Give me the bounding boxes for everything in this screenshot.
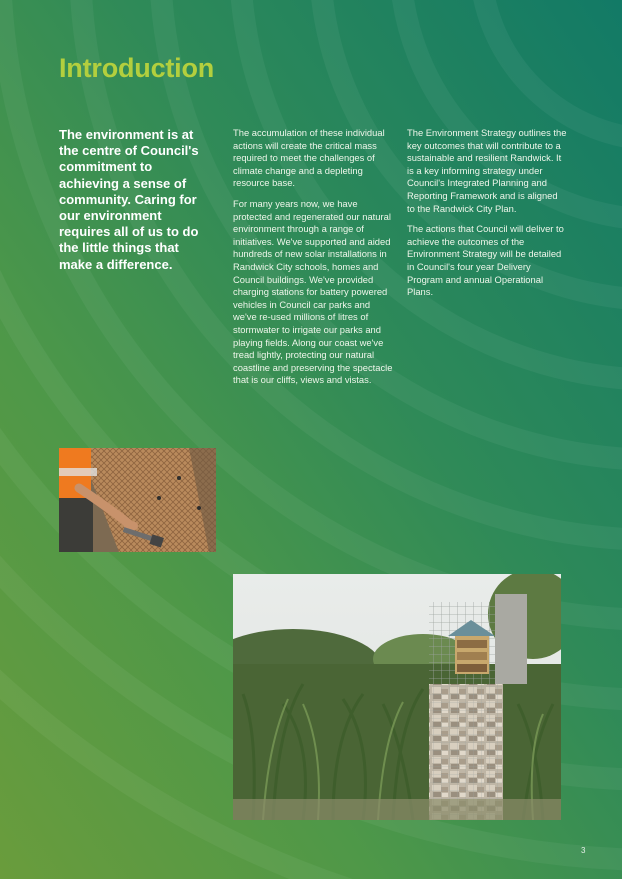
photo-worker-laying-matting [59,448,216,552]
text-column-2 [407,127,567,307]
lead-paragraph: The environment is at the centre of Council's commitment to achieving a sense of community. Caring for our environment requires all of us to do the little things that make a difference. [59,127,199,272]
paragraph: The actions that Council will deliver to achieve the outcomes of the Environment Strategy will be detailed in Council's four year Delivery Program and annual Operational Plans. [407,223,564,298]
page-title: Introduction [59,53,215,83]
paragraph: For many years now, we have protected and regenerated our natural environment through a range of initiatives. We've supported and aided hundreds of new solar installations in Randwick City schools, homes and Council buildings. We've provided charging stations for battery powered vehicles in Council car parks and we've re-used millions of litres of stormwater to irrigate our parks and playing fields. Along our coast we've tread lightly, protecting our natural coastline and preserving the spectacle that is our cliffs, views and vistas. [233,197,393,386]
photo-insect-hotel-gabion [233,574,561,820]
paragraph: The Environment Strategy outlines the key outcomes that will contribute to a sustainable and resilient Randwick. It is a key informing strategy under Council's Integrated Planning and Reporting Framework and is aligned to the Randwick City Plan. [407,127,567,214]
page-number: 3 [581,846,586,855]
paragraph: The accumulation of these individual actions will create the critical mass required to meet the challenges of climate change and a depleting resource base. [233,127,385,189]
text-column-1 [233,127,393,395]
